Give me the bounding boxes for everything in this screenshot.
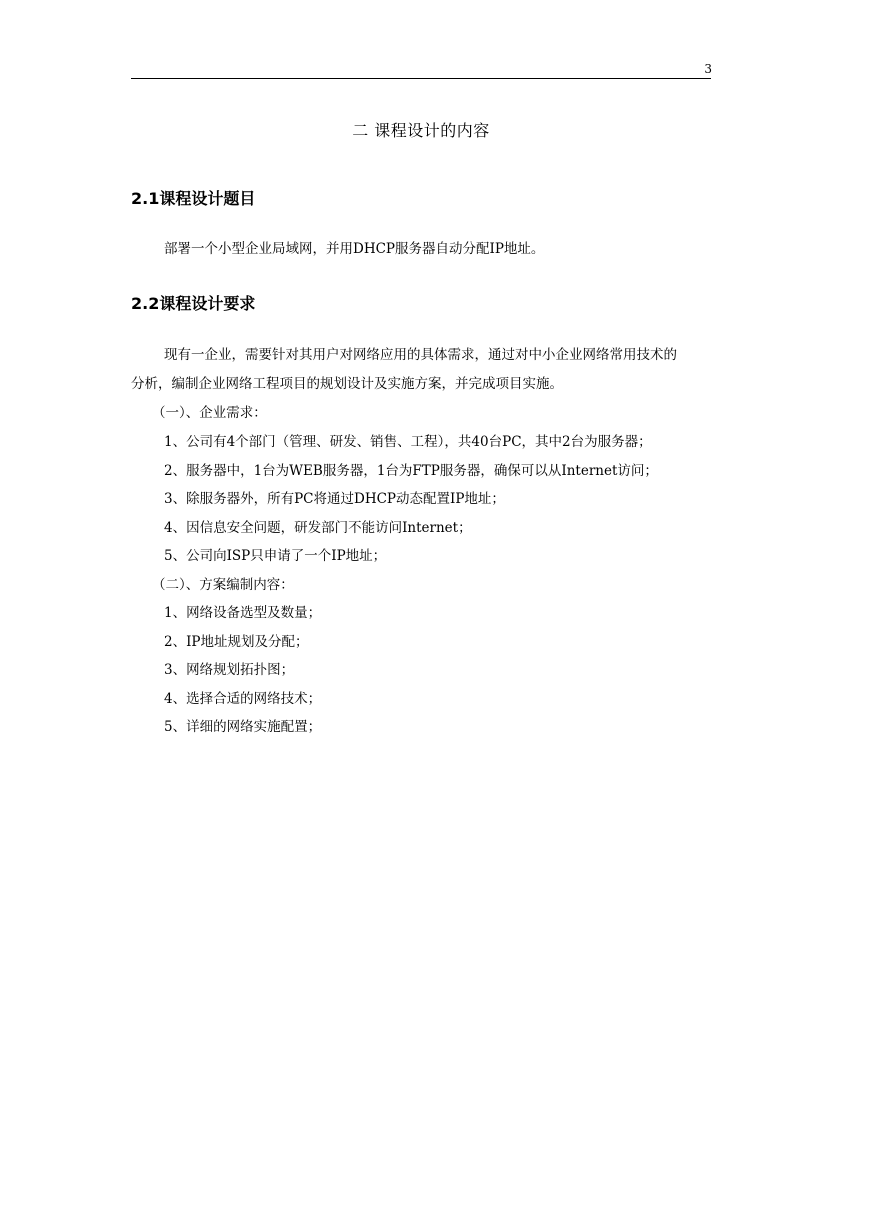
section-heading-2-1: 2.1课程设计题目 (131, 189, 256, 208)
page-number: 3 (704, 62, 712, 76)
plan-item: 1、网络设备选型及数量； (164, 605, 322, 621)
section-heading-2-2: 2.2课程设计要求 (131, 294, 256, 313)
chapter-title: 二 课程设计的内容 (352, 121, 490, 140)
section-1-body: 部署一个小型企业局域网，并用DHCP服务器自动分配IP地址。 (164, 241, 545, 257)
requirement-item: 2、服务器中，1台为WEB服务器，1台为FTP服务器，确保可以从Internet访问； (164, 463, 658, 479)
requirement-item: 4、因信息安全问题，研发部门不能访问Internet； (164, 520, 472, 536)
requirement-item: 5、公司向ISP只申请了一个IP地址； (164, 548, 387, 564)
plan-item: 2、IP地址规划及分配； (164, 634, 309, 650)
section-2-intro-line-1: 现有一企业，需要针对其用户对网络应用的具体需求，通过对中小企业网络常用技术的 (164, 347, 677, 363)
requirement-item: 3、除服务器外，所有PC将通过DHCP动态配置IP地址； (164, 491, 505, 507)
requirements-heading: （一）、企业需求： (152, 405, 267, 421)
requirement-item: 1、公司有4个部门（管理、研发、销售、工程），共40台PC，其中2台为服务器； (164, 434, 652, 450)
plan-item: 4、选择合适的网络技术； (164, 691, 322, 707)
header-rule (131, 78, 711, 79)
section-2-intro-line-2: 分析，编制企业网络工程项目的规划设计及实施方案，并完成项目实施。 (131, 376, 563, 392)
plan-heading: （二）、方案编制内容： (152, 577, 294, 593)
plan-item: 3、网络规划拓扑图； (164, 662, 295, 678)
plan-item: 5、详细的网络实施配置； (164, 719, 322, 735)
